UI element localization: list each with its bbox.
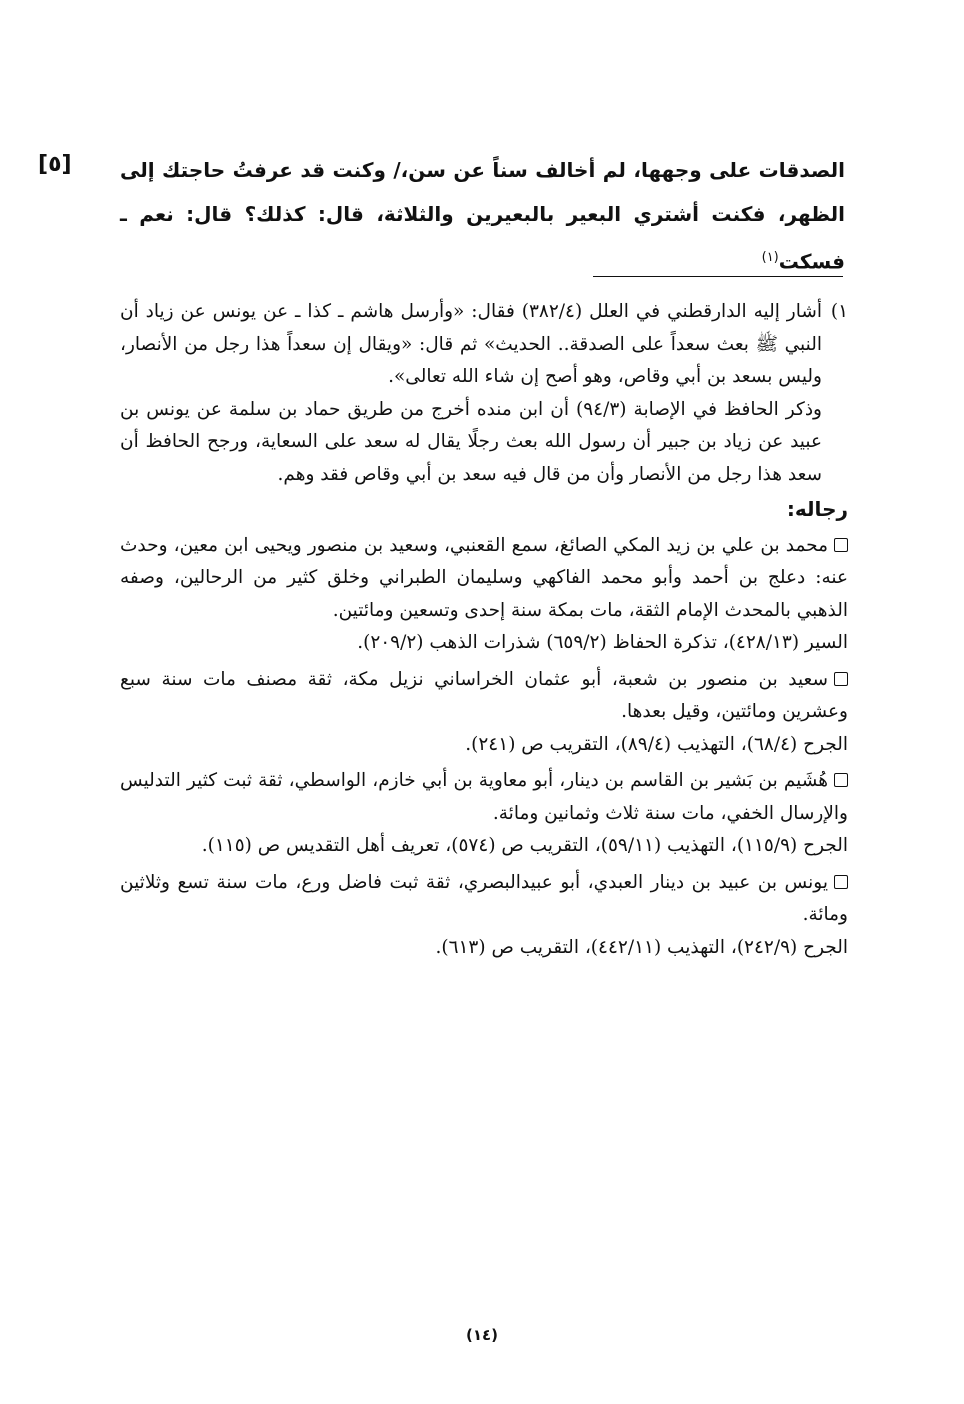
narrator-refs: السير (٤٢٨/١٣)، تذكرة الحفاظ (٦٥٩/٢) شذرات الذهب (٢٠٩/٢). — [357, 632, 848, 653]
narrator-entry — [120, 530, 848, 628]
narrator-refs: الجرح (١١٥/٩)، التهذيب (٥٩/١١)، التقريب ص (٥٧٤)، تعريف أهل التقديس ص (١١٥). — [201, 835, 848, 856]
narrator-refs: الجرح (٢٤٢/٩)، التهذيب (٤٤٢/١١)، التقريب ص (٦١٣). — [435, 936, 848, 958]
footnote-reference: (١) — [761, 250, 779, 265]
footnote-1-para-1 — [120, 296, 848, 394]
narrator-entry — [120, 664, 848, 729]
square-bullet-icon — [834, 538, 848, 552]
footnote-1-text: أشار إليه الدارقطني في العلل (٣٨٢/٤) فقال: «وأرسل هاشم ـ كذا ـ عن يونس عن زياد أن النبي ﷺ بعث سعداً على الصدقة.. الحديث» ثم قال: «ويقال إن سعداً هذا رجل من الأنصار، وليس بسعد بن أبي وقاص، وهو أصح إن شاء الله تعالى». — [120, 301, 823, 387]
narrator-entry — [120, 765, 848, 830]
narrator-bio: محمد بن علي بن زيد المكي الصائغ، سمع القعنبي، وسعيد بن منصور ويحيى ابن معين، وحدث عنه: دعلج بن أحمد وأبو محمد الفاكهي وسليمان الطبراني وخلق كثير من الرحالين، وصفه الذهبي بالمحدث الإمام الثقة، مات بمكة سنة إحدى وتسعين ومائتين. — [120, 534, 848, 621]
narrator-refs: الجرح (٦٨/٤)، التهذيب (٨٩/٤)، التقريب ص (٢٤١). — [465, 733, 848, 755]
narrator-bio: سعيد بن منصور بن شعبة، أبو عثمان الخراساني نزيل مكة، ثقة مصنف مات سنة سبع وعشرين ومائتين، وقيل بعدها. — [120, 668, 848, 722]
footnote-number: ١) — [830, 301, 848, 322]
section-marker: [٥] — [38, 152, 72, 177]
footnote-divider — [593, 276, 843, 277]
rijal-heading: رجاله: — [786, 497, 848, 521]
square-bullet-icon — [834, 672, 848, 686]
footnotes-area — [120, 296, 848, 964]
narrator-bio: هُشَيم بن بَشير بن القاسم بن دينار، أبو معاوية بن أبي خازم، الواسطي، ثقة ثبت كثير التدليس والإرسال الخفي، مات سنة ثلاث وثمانين ومائة. — [120, 770, 848, 824]
main-text — [120, 148, 845, 284]
main-text-body: الصدقات على وجهها، لم أخالف سناً عن سن،/ وكنت قد عرفتُ حاجتك إلى الظهر، فكنت أشتري البعير بالبعيرين والثلاثة، قال: كذلك؟ قال: نعم ـ فسكت — [120, 158, 845, 274]
narrator-entry — [120, 867, 848, 932]
square-bullet-icon — [834, 773, 848, 787]
footnote-1-para-2 — [120, 394, 848, 492]
footnote-1-text-2: وذكر الحافظ في الإصابة (٩٤/٣) أن ابن منده أخرج من طريق حماد بن سلمة عن يونس بن عبيد عن زياد بن جبير أن رسول الله بعث رجلًا يقال له سعد على السعاية، ورجح الحافظ أن سعد هذا رجل من الأنصار وأن من قال فيه سعد بن أبي وقاص فقد وهم. — [120, 398, 822, 485]
page-number: (١٤) — [465, 1326, 499, 1344]
square-bullet-icon — [834, 875, 848, 889]
narrator-bio: يونس بن عبيد بن دينار العبدي، أبو عبيدالبصري، ثقة ثبت فاضل ورع، مات سنة تسع وثلاثين ومائة. — [120, 871, 848, 925]
